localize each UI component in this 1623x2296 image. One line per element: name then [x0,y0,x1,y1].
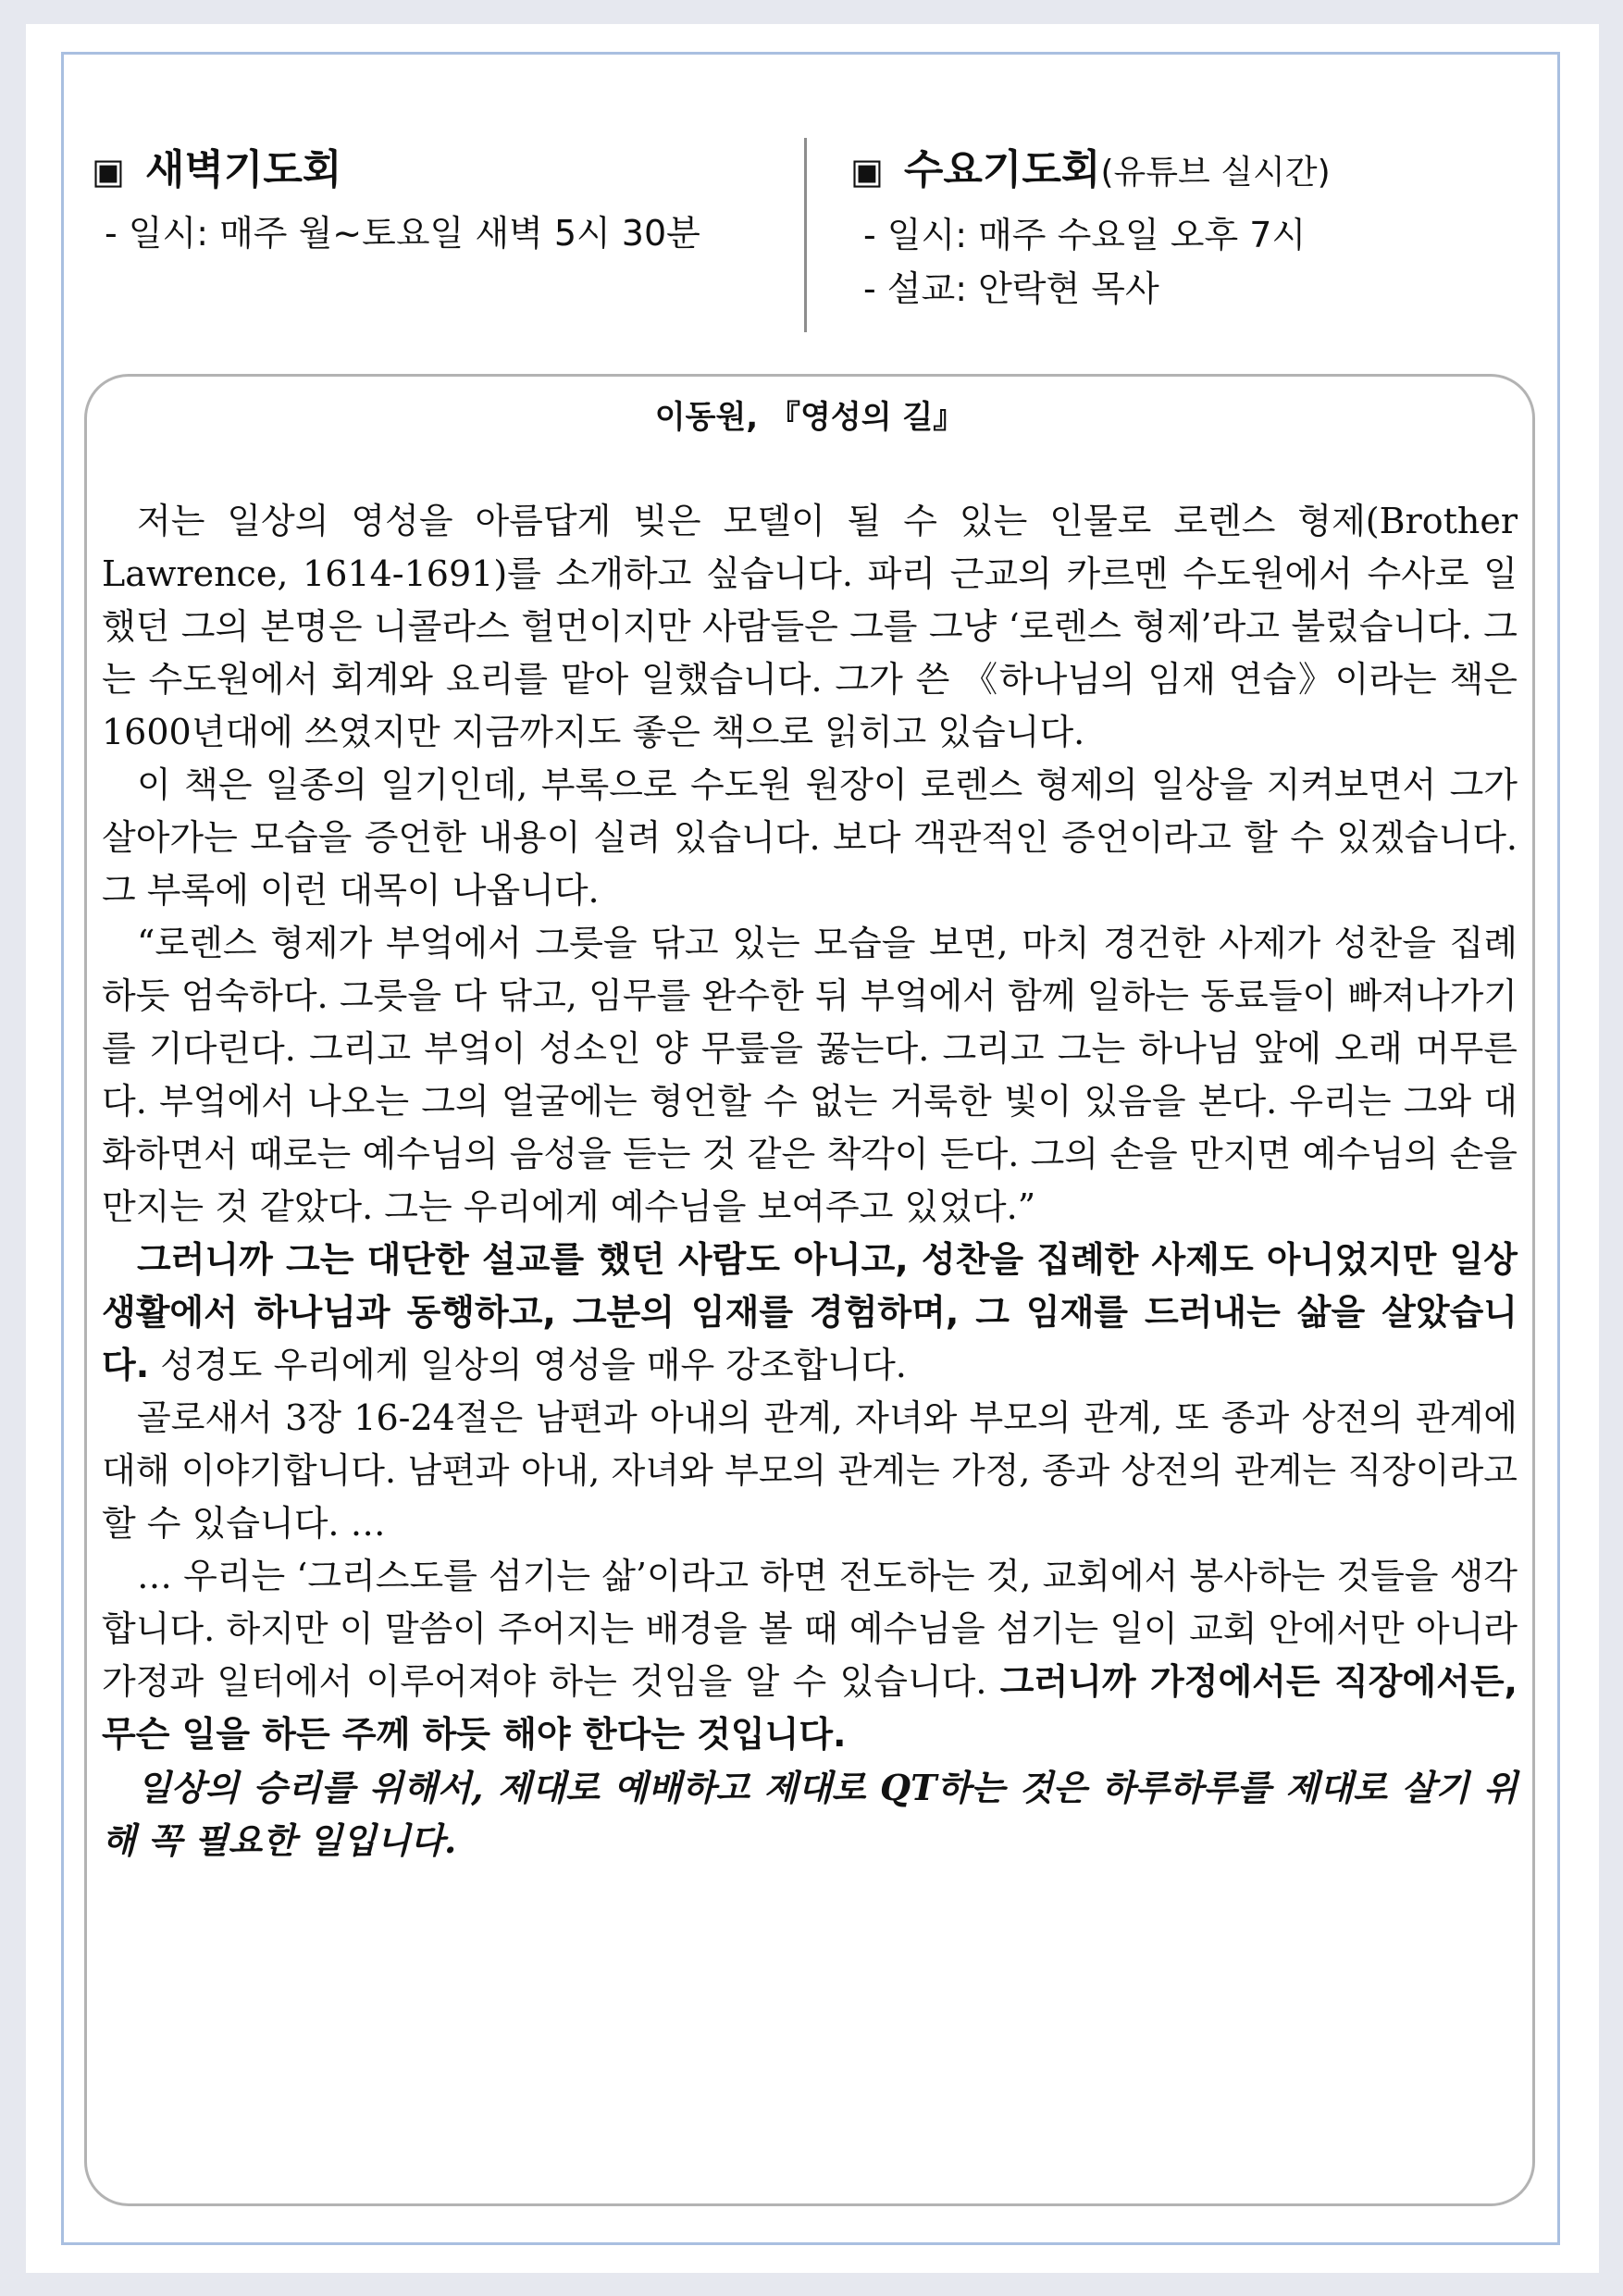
page-frame [61,52,1560,2245]
wednesday-prayer-preacher: - 설교: 안락현 목사 [863,268,1159,309]
dawn-prayer-section [92,143,700,260]
paragraph-4-bold: 그러니까 그는 대단한 설교를 했던 사람도 아니고, 성찬을 집례한 사제도 아니었지만 일상생활에서 하나님과 동행하고, 그분의 임재를 경험하며, 그 임재를 드러내는 삶을 살았습니다. [102,1239,1518,1385]
page [26,24,1599,2273]
paragraph-6-bold: 그러니까 가정에서든 직장에서든, 무슨 일을 하든 주께 하듯 해야 한다는 것입니다. [102,1661,1518,1755]
paragraph-4 [102,1234,1518,1392]
wednesday-prayer-title [850,143,1331,201]
dawn-prayer-title-text: 새벽기도회 [144,146,342,193]
dawn-prayer-title [92,143,700,199]
paragraph-6 [102,1550,1518,1761]
paragraph-6-text: … 우리는 ‘그리스도를 섬기는 삶’이라고 하면 전도하는 것, 교회에서 봉사하는 것들을 생각합니다. 하지만 이 말씀이 주어지는 배경을 볼 때 예수님을 섬기는 일이 교회 안에서만 아니라 가정과 일터에서 이루어져야 하는 것임을 알 수 있습니다. [102,1556,1518,1702]
wednesday-prayer-title-text: 수요기도회 [903,146,1101,193]
paragraph-4-rest: 성경도 우리에게 일상의 영성을 매우 강조합니다. [149,1345,907,1385]
paragraph-7-emphasis: 일상의 승리를 위해서, 제대로 예배하고 제대로 QT하는 것은 하루하루를 제대로 살기 위해 꼭 필요한 일입니다. [102,1767,1518,1861]
wednesday-prayer-subtitle: (유튜브 실시간) [1100,154,1331,192]
paragraph-1: 저는 일상의 영성을 아름답게 빚은 모델이 될 수 있는 인물로 로렌스 형제(Brother Lawrence, 1614-1691)를 소개하고 싶습니다. 파리 근교의 카르멘 수도원에서 수사로 일했던 그의 본명은 니콜라스 헐먼이지만 사람들은 그를 그냥 ‘로렌스 형제’라고 불렀습니다. 그는 수도원에서 회계와 요리를 맡아 일했습니다. 그가 쓴 《하나님의 임재 연습》이라는 책은 1600년대에 쓰였지만 지금까지도 좋은 책으로 읽히고 있습니다. [102,501,1518,752]
paragraph-5: 골로새서 3장 16-24절은 남편과 아내의 관계, 자녀와 부모의 관계, 또 종과 상전의 관계에 대해 이야기합니다. 남편과 아내, 자녀와 부모의 관계는 가정, 종과 상전의 관계는 직장이라고 할 수 있습니다. … [102,1397,1518,1544]
excerpt-body [102,495,1518,1867]
square-bullet-icon: ▣ [850,151,884,192]
paragraph-3-quote: “로렌스 형제가 부엌에서 그릇을 닦고 있는 모습을 보면, 마치 경건한 사제가 성찬을 집례하듯 엄숙하다. 그릇을 다 닦고, 임무를 완수한 뒤 부엌에서 함께 일하는 동료들이 빠져나가기를 기다린다. 그리고 부엌이 성소인 양 무릎을 꿇는다. 그리고 그는 하나님 앞에 오래 머무른다. 부엌에서 나오는 그의 얼굴에는 형언할 수 없는 거룩한 빛이 있음을 본다. 우리는 그와 대화하면서 때로는 예수님의 음성을 듣는 것 같은 착각이 든다. 그의 손을 만지면 예수님의 손을 만지는 것 같았다. 그는 우리에게 예수님을 보여주고 있었다.” [102,923,1518,1227]
excerpt-box [84,374,1535,2206]
dawn-prayer-schedule: - 일시: 매주 월~토요일 새벽 5시 30분 [105,213,700,254]
header-divider [804,138,807,332]
paragraph-2: 이 책은 일종의 일기인데, 부록으로 수도원 원장이 로렌스 형제의 일상을 지켜보면서 그가 살아가는 모습을 증언한 내용이 실려 있습니다. 보다 객관적인 증언이라고 할 수 있겠습니다. 그 부록에 이런 대목이 나옵니다. [102,764,1518,911]
wednesday-prayer-schedule: - 일시: 매주 수요일 오후 7시 [863,215,1307,255]
square-bullet-icon: ▣ [92,151,125,192]
wednesday-prayer-section [850,143,1331,316]
excerpt-source-title: 이동원, 『영성의 길』 [654,399,965,436]
